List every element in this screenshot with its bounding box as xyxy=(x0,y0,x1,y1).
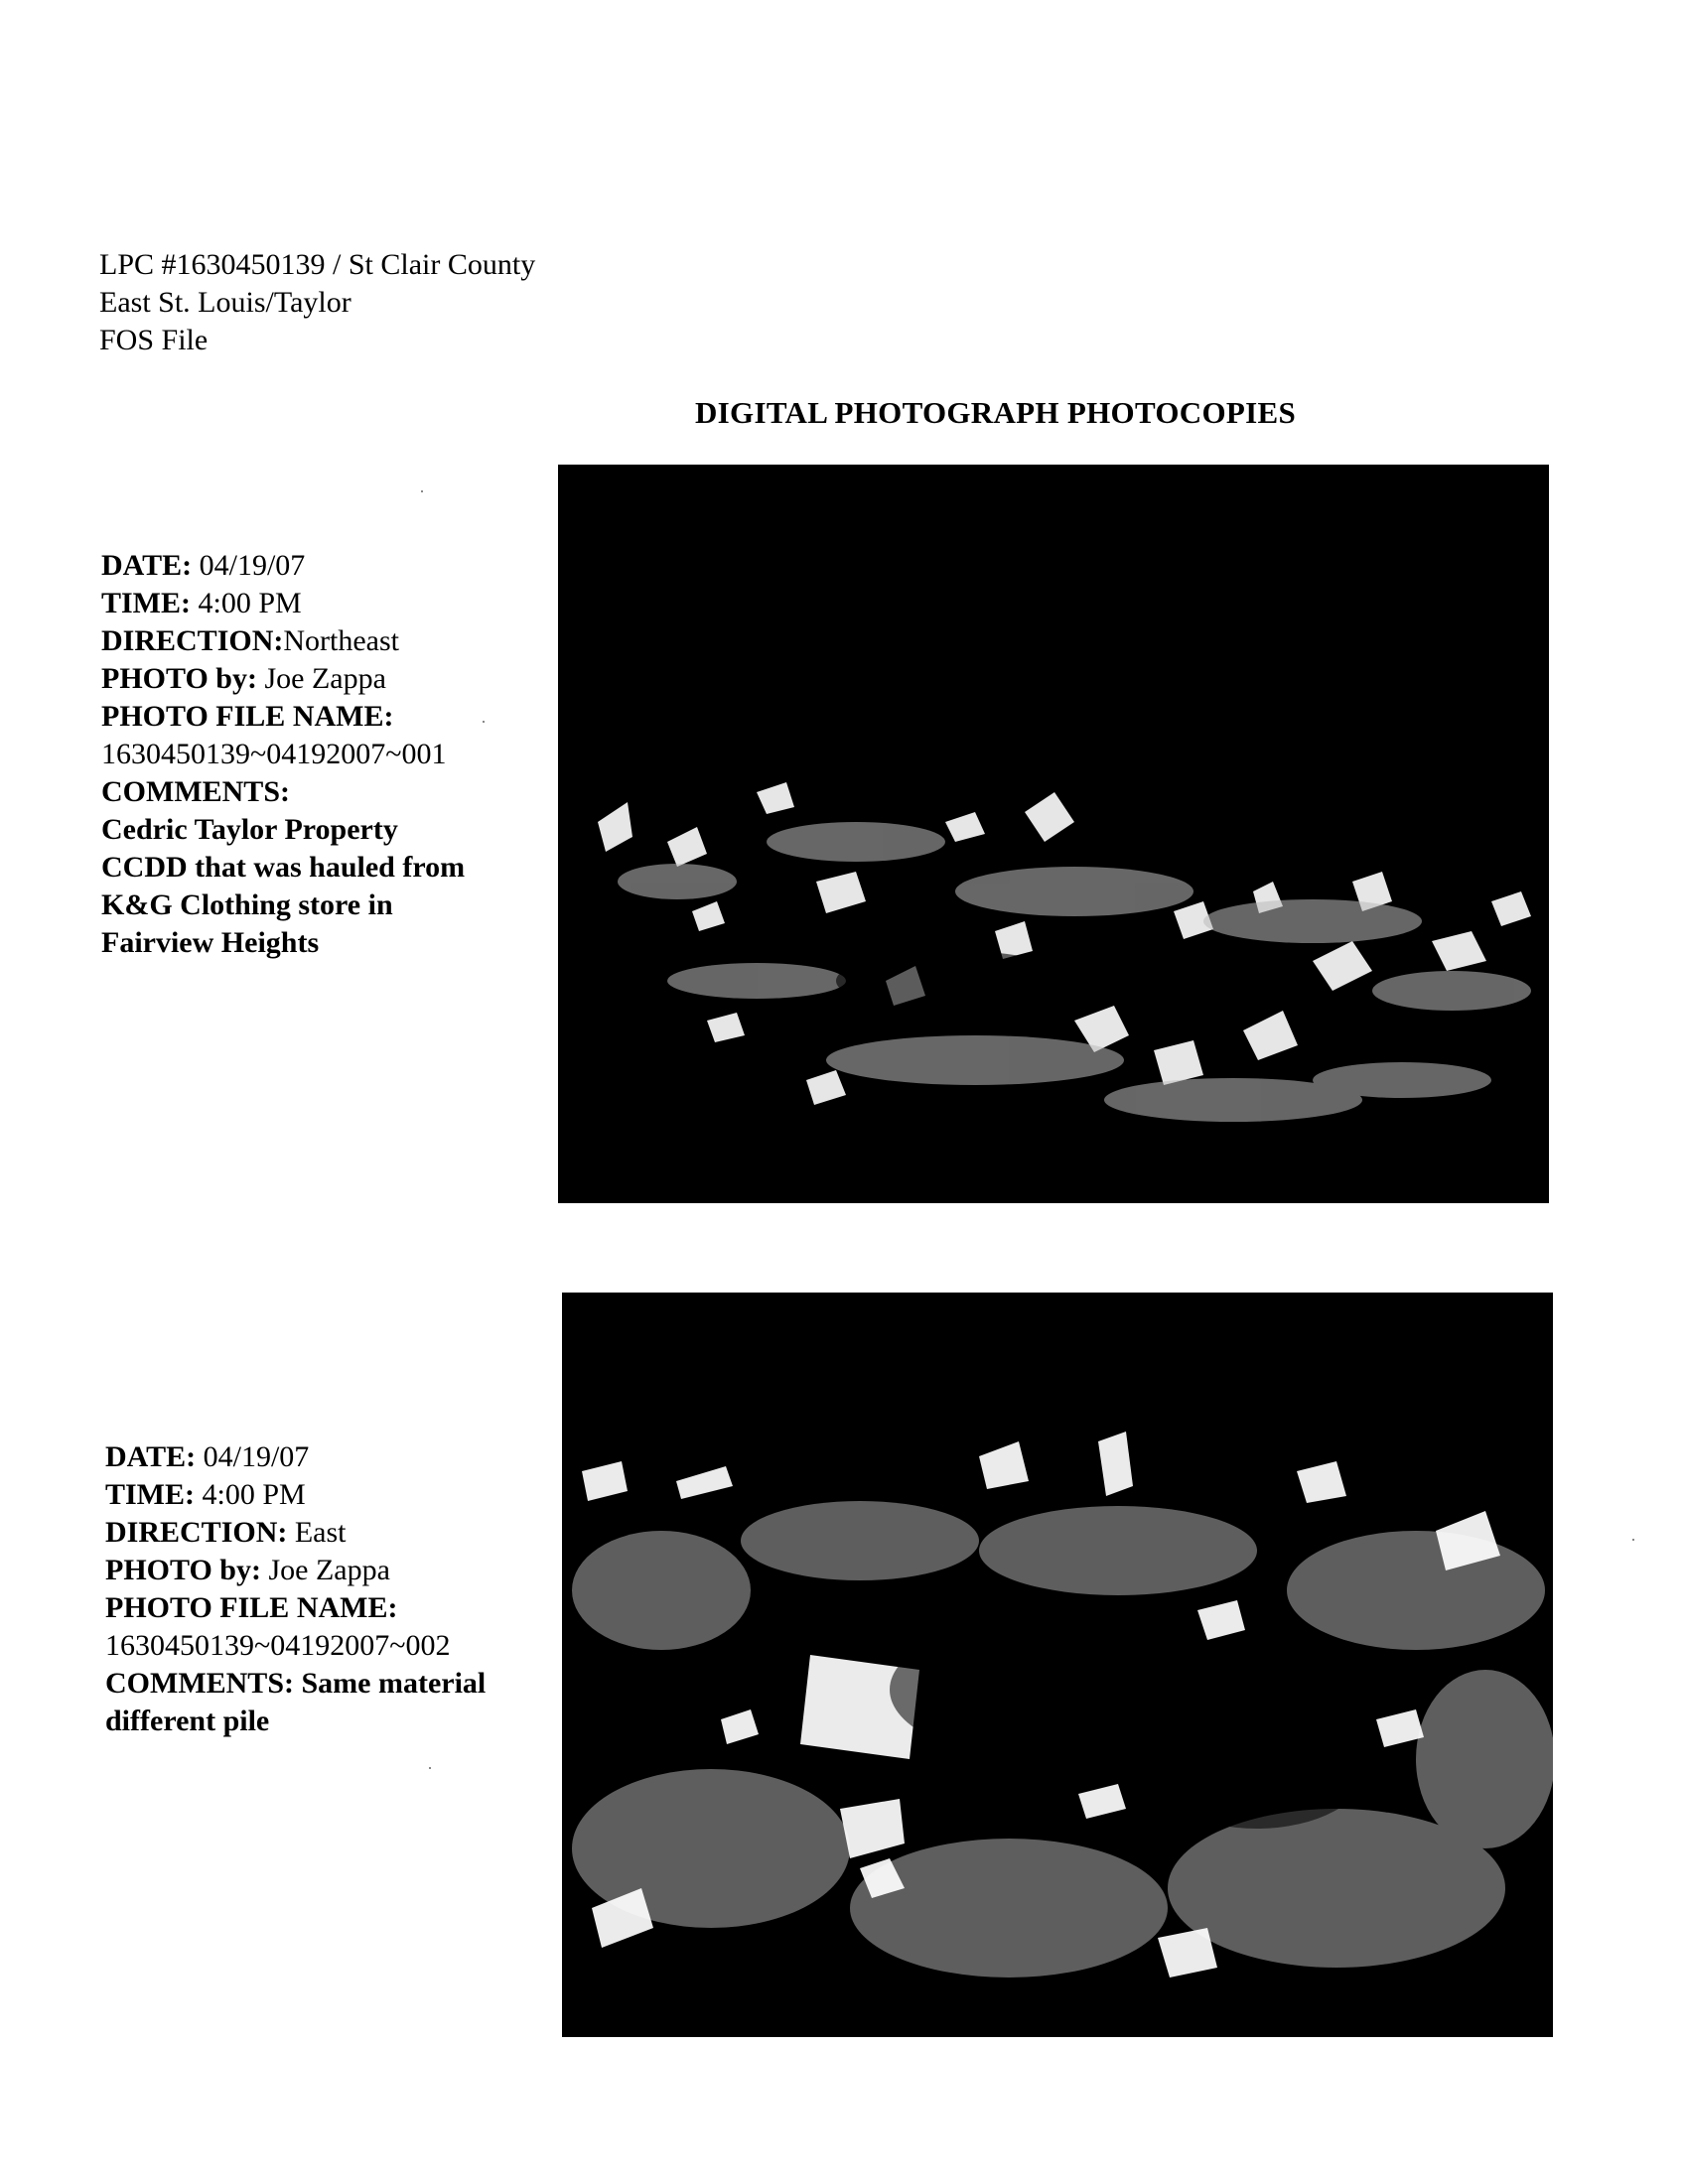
file-header xyxy=(99,246,535,359)
photo-by-value: Joe Zappa xyxy=(268,1554,390,1586)
debris-pile-image xyxy=(558,465,1549,1203)
photocopy-speck xyxy=(429,1767,431,1769)
photo-by-value: Joe Zappa xyxy=(264,662,386,695)
photocopy-speck xyxy=(1632,1539,1634,1541)
time-row xyxy=(105,1476,486,1514)
photo-by-label: PHOTO by: xyxy=(105,1554,261,1586)
file-name-value: 1630450139~04192007~001 xyxy=(101,738,447,770)
direction-value: East xyxy=(294,1516,347,1549)
photocopy-image-2 xyxy=(562,1293,1553,2037)
file-name-label-row xyxy=(101,698,465,736)
photo-by-row xyxy=(101,660,465,698)
comment-line: different pile xyxy=(105,1705,270,1737)
photocopy-speck xyxy=(421,490,423,492)
time-label: TIME: xyxy=(101,587,191,619)
photocopy-speck xyxy=(483,721,485,723)
comments-label-row xyxy=(101,773,465,811)
header-line-location: East St. Louis/Taylor xyxy=(99,286,351,319)
photo-by-row xyxy=(105,1552,486,1589)
comment-line: Fairview Heights xyxy=(101,926,320,959)
photo-info-2 xyxy=(105,1438,486,1740)
file-name-label: PHOTO FILE NAME: xyxy=(101,700,394,733)
comments-label: COMMENTS: xyxy=(105,1667,294,1700)
date-value: 04/19/07 xyxy=(199,549,306,582)
direction-row xyxy=(101,622,465,660)
direction-row xyxy=(105,1514,486,1552)
header-line-lpc: LPC #1630450139 / St Clair County xyxy=(99,248,536,281)
page-title: DIGITAL PHOTOGRAPH PHOTOCOPIES xyxy=(695,395,1296,430)
comment-line: Cedric Taylor Property xyxy=(101,813,398,846)
date-value: 04/19/07 xyxy=(203,1440,310,1473)
comment-line: CCDD that was hauled from xyxy=(101,851,466,884)
photocopy-image-1 xyxy=(558,465,1549,1203)
time-value: 4:00 PM xyxy=(198,587,302,619)
comment-line: K&G Clothing store in xyxy=(101,888,393,921)
file-name-value: 1630450139~04192007~002 xyxy=(105,1629,451,1662)
direction-label: DIRECTION: xyxy=(101,624,284,657)
date-row xyxy=(101,547,465,585)
date-label: DATE: xyxy=(101,549,193,582)
direction-value: Northeast xyxy=(283,624,399,657)
comments-inline: Same material xyxy=(301,1667,487,1700)
header-line-file-type: FOS File xyxy=(99,324,209,356)
photo-by-label: PHOTO by: xyxy=(101,662,257,695)
time-value: 4:00 PM xyxy=(202,1478,306,1511)
date-row xyxy=(105,1438,486,1476)
photo-info-1 xyxy=(101,547,465,962)
comments-row xyxy=(105,1665,486,1703)
comments-label: COMMENTS: xyxy=(101,775,290,808)
direction-label: DIRECTION: xyxy=(105,1516,288,1549)
time-label: TIME: xyxy=(105,1478,195,1511)
date-label: DATE: xyxy=(105,1440,197,1473)
file-name-label: PHOTO FILE NAME: xyxy=(105,1591,398,1624)
time-row xyxy=(101,585,465,622)
file-name-label-row xyxy=(105,1589,486,1627)
debris-pile-image xyxy=(562,1293,1553,2037)
